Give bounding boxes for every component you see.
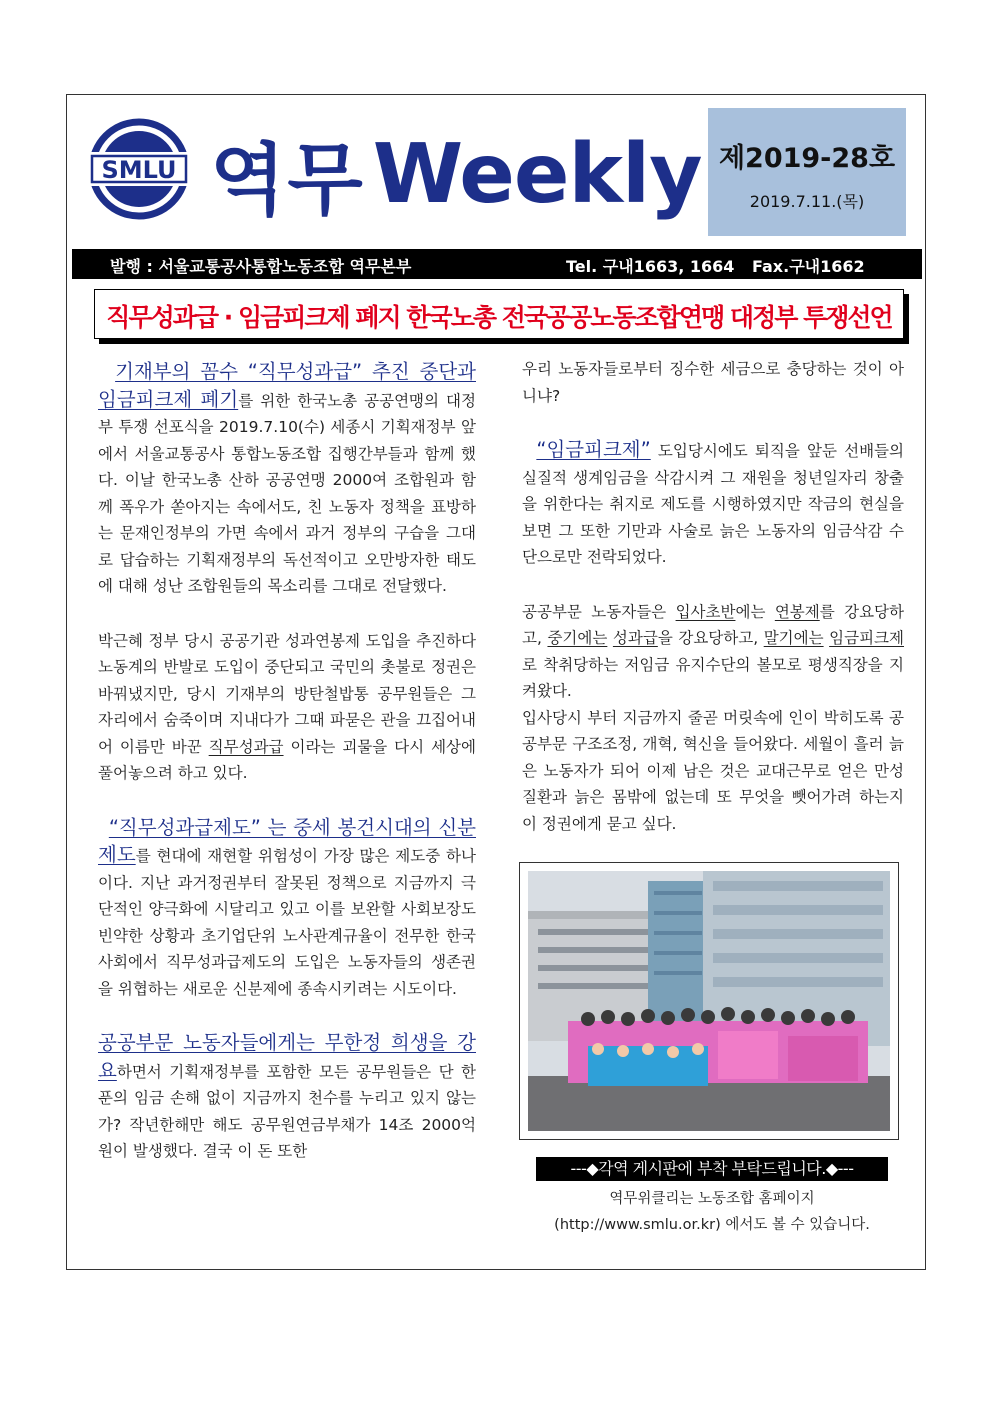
underlined-term-7-4: 성과급: [612, 629, 658, 647]
body-text-2-end: 이라는 괴물을 다시 세상에 풀어놓으려 하고 있다.: [98, 737, 476, 782]
footer-line-2: (http://www.smlu.or.kr) 에서도 볼 수 있습니다.: [554, 1217, 870, 1233]
logo-text: SMLU: [101, 156, 177, 184]
body-text-7a: 공공부문 노동자들은: [522, 602, 676, 621]
fax-text: Fax.구내1662: [752, 257, 865, 276]
article-paragraph-5: 우리 노동자들로부터 징수한 세금으로 충당하는 것이 아니냐?: [522, 360, 904, 405]
article-paragraph-6: [522, 437, 904, 571]
body-text-4: 하면서 기획재정부를 포함한 모든 공무원들은 단 한 푼의 임금 손해 없이 지금까지 천수를 누리고 있지 않는가? 작년한해만 해도 공무원연금부채가 14조 2000억 원이 발생했다. 결국 이 돈 또한: [98, 1062, 476, 1160]
article-left-column: [98, 359, 476, 1165]
body-text-3: 를 현대에 재현할 위험성이 가장 많은 제도중 하나이다. 지난 과거정권부터 잘못된 정책으로 지금까지 극단적인 양극화에 시달리고 있고 이를 보완할 사회보장도 빈약한 상황과 초기업단위 노사관계규율이 전무한 한국사회에서 직무성과급제도의 도입은 노동자들의 생존권을 위협하는 새로운 신분제에 종속시키려는 시도이다.: [98, 847, 476, 998]
lead-phrase-6: “임금피크제”: [536, 438, 651, 461]
underlined-term-7-6: 임금피크제: [829, 629, 905, 647]
article-paragraph-2: [98, 628, 476, 787]
smlu-logo: [88, 118, 190, 220]
article-paragraph-8: 입사당시 부터 지금까지 줄곧 머릿속에 인이 박히도록 공공부문 구조조정, 개혁, 혁신을 들어왔다. 세월이 흘러 늙은 노동자가 되어 이제 남은 것은 교대근무로 얻은 만성질환과 늙은 몸밖에 없는데 또 무엇을 뺏어가려 하는지 이 정권에게 묻고 싶다.: [522, 708, 904, 833]
underlined-term-7-2: 연봉제: [774, 602, 820, 621]
article-paragraph-7: [522, 599, 904, 705]
body-text-7g: 로 착취당하는 저임금 유지수단의 볼모로 평생직장을 지켜왔다.: [522, 655, 904, 700]
body-text-7b: 에는: [735, 602, 775, 621]
article-paragraph-1: [98, 359, 476, 600]
body-text-7c: 를 강요당하고,: [522, 602, 904, 647]
lead-phrase-4: 공공부문 노동자들에게는 무한정 희생을 강요: [98, 1031, 476, 1082]
body-text-2: 박근혜 정부 당시 공공기관 성과연봉제 도입을 추진하다 노동계의 반발로 도입이 중단되고 국민의 촛불로 정권은 바꿔냈지만, 당시 기재부의 방탄철밥통 공무원들은 그 자리에서 숨죽이며 지내다가 그때 파묻은 관을 끄집어내어 이름만 바꾼: [98, 631, 476, 756]
body-text-6: 도입당시에도 퇴직을 앞둔 선배들의 실질적 생계임금을 삭감시켜 그 재원을 청년일자리 창출을 위한다는 취지로 제도를 시행하였지만 작금의 현실을 보면 그 또한 기만과 사술로 늙은 노동자의 임금삭감 수단으로만 전락되었다.: [522, 442, 904, 566]
publisher-bar: [72, 249, 922, 279]
rally-photo: [528, 871, 890, 1131]
photo-frame: [519, 862, 899, 1140]
lead-phrase-3: “직무성과급제도” 는 중세 봉건시대의 신분제도: [98, 815, 476, 866]
masthead-title: [210, 118, 702, 228]
title-korean: 역무: [210, 136, 365, 226]
headline: 직무성과급 · 임금피크제 폐지 한국노총 전국공공노동조합연맹 대정부 투쟁선언: [106, 303, 892, 332]
tel-text: Tel. 구내1663, 1664: [566, 257, 735, 276]
issue-number: 제2019-28호: [718, 143, 896, 174]
headline-box: [94, 289, 904, 339]
underlined-term-2: 직무성과급: [208, 737, 284, 756]
article-paragraph-3: [98, 815, 476, 1003]
footer-note: [520, 1186, 904, 1238]
lead-phrase-1: 기재부의 꼼수 “직무성과급” 추진 중단과 임금피크제 폐기: [98, 360, 476, 411]
issue-box: [708, 108, 906, 236]
bulletin-banner: ---◆각역 게시판에 부착 부탁드립니다.◆---: [536, 1157, 888, 1181]
issue-date: 2019.7.11.(목): [749, 192, 865, 211]
title-english: Weekly: [372, 126, 702, 222]
article-paragraph-4: [98, 1030, 476, 1165]
underlined-term-7-1: 입사초반: [675, 602, 736, 621]
footer-line-1: 역무위클리는 노동조합 홈페이지: [609, 1191, 815, 1207]
article-right-column: [522, 356, 904, 837]
body-text-7e: 을 강요당하고,: [657, 629, 764, 647]
body-text-1: 를 위한 한국노총 공공연맹의 대정부 투쟁 선포식을 2019.7.10(수) 세종시 기획재정부 앞에서 서울교통공사 통합노동조합 집행간부들과 함께 했다. 이날 한국노총 산하 공공연맹 2000여 조합원과 함께 폭우가 쏟아지는 속에서도, 친 노동자 정책을 표방하는 문재인정부의 가면 속에서 과거 정부의 구습을 그대로 답습하는 기획재정부의 독선적이고 오만방자한 태도에 대해 성난 조합원들의 목소리를 그대로 전달했다.: [98, 391, 476, 595]
underlined-term-7-3: 중기에는: [547, 629, 608, 647]
underlined-term-7-5: 말기에는: [763, 629, 824, 647]
publisher-text: 발행 : 서울교통공사통합노동조합 역무본부: [110, 257, 412, 276]
